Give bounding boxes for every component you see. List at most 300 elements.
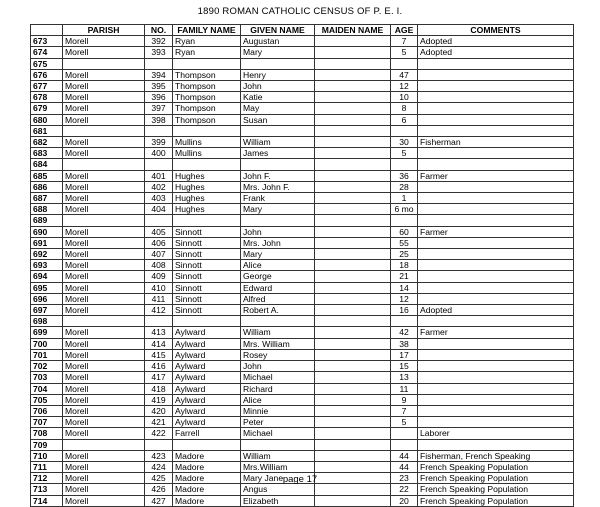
cell-row-number: 703 [31, 372, 63, 383]
cell-no: 400 [145, 148, 173, 159]
cell-maiden-name [315, 170, 391, 181]
cell-maiden-name [315, 193, 391, 204]
cell-parish: Morell [63, 417, 145, 428]
cell-no: 412 [145, 305, 173, 316]
table-row [31, 394, 574, 405]
cell-parish: Morell [63, 114, 145, 125]
cell-row-number: 675 [31, 58, 63, 69]
cell-no: 393 [145, 47, 173, 58]
cell-parish: Morell [63, 137, 145, 148]
cell-row-number: 679 [31, 103, 63, 114]
cell-parish: Morell [63, 484, 145, 495]
cell-maiden-name [315, 394, 391, 405]
cell-given-name: Augustan [241, 36, 315, 47]
cell-comments [418, 204, 574, 215]
cell-comments: French Speaking Population [418, 495, 574, 506]
page-title: 1890 ROMAN CATHOLIC CENSUS OF P. E. I. [197, 6, 403, 17]
cell-age: 55 [391, 237, 418, 248]
table-row [31, 349, 574, 360]
table-row [31, 338, 574, 349]
table-row [31, 159, 574, 170]
cell-row-number: 686 [31, 181, 63, 192]
cell-comments [418, 260, 574, 271]
cell-no: 406 [145, 237, 173, 248]
cell-age: 47 [391, 69, 418, 80]
cell-parish [63, 58, 145, 69]
column-header-comments: COMMENTS [418, 25, 574, 36]
cell-no: 421 [145, 417, 173, 428]
cell-age: 6 [391, 114, 418, 125]
cell-row-number: 711 [31, 461, 63, 472]
table-row [31, 215, 574, 226]
cell-given-name: Mary [241, 204, 315, 215]
cell-maiden-name [315, 114, 391, 125]
cell-given-name: Elizabeth [241, 495, 315, 506]
cell-comments [418, 361, 574, 372]
cell-row-number: 688 [31, 204, 63, 215]
cell-no: 420 [145, 405, 173, 416]
table-row [31, 193, 574, 204]
cell-family-name: Aylward [173, 349, 241, 360]
cell-comments [418, 58, 574, 69]
cell-maiden-name [315, 439, 391, 450]
cell-parish [63, 159, 145, 170]
cell-given-name: Mrs.William [241, 461, 315, 472]
cell-comments: French Speaking Population [418, 484, 574, 495]
cell-age: 30 [391, 137, 418, 148]
cell-maiden-name [315, 36, 391, 47]
cell-row-number: 680 [31, 114, 63, 125]
cell-age: 12 [391, 81, 418, 92]
cell-parish: Morell [63, 36, 145, 47]
cell-given-name: George [241, 271, 315, 282]
cell-family-name: Sinnott [173, 260, 241, 271]
cell-row-number: 684 [31, 159, 63, 170]
cell-given-name: Mrs. John F. [241, 181, 315, 192]
cell-maiden-name [315, 159, 391, 170]
cell-no: 417 [145, 372, 173, 383]
cell-maiden-name [315, 484, 391, 495]
cell-row-number: 712 [31, 473, 63, 484]
cell-comments [418, 372, 574, 383]
cell-parish: Morell [63, 226, 145, 237]
cell-row-number: 676 [31, 69, 63, 80]
cell-family-name: Sinnott [173, 305, 241, 316]
table-row [31, 372, 574, 383]
cell-age: 44 [391, 450, 418, 461]
cell-comments [418, 282, 574, 293]
cell-no: 401 [145, 170, 173, 181]
cell-age: 7 [391, 405, 418, 416]
cell-no: 422 [145, 428, 173, 439]
cell-comments [418, 69, 574, 80]
cell-maiden-name [315, 282, 391, 293]
cell-row-number: 692 [31, 249, 63, 260]
cell-family-name: Farrell [173, 428, 241, 439]
cell-age: 60 [391, 226, 418, 237]
table-row [31, 69, 574, 80]
cell-comments: Fisherman [418, 137, 574, 148]
table-row [31, 361, 574, 372]
cell-given-name [241, 316, 315, 327]
table-row [31, 237, 574, 248]
cell-row-number: 698 [31, 316, 63, 327]
cell-given-name: Mary Jane [241, 473, 315, 484]
table-row [31, 305, 574, 316]
cell-family-name: Hughes [173, 181, 241, 192]
cell-age: 38 [391, 338, 418, 349]
cell-age [391, 439, 418, 450]
cell-given-name: Susan [241, 114, 315, 125]
cell-given-name: Edward [241, 282, 315, 293]
cell-family-name: Sinnott [173, 249, 241, 260]
cell-given-name: Frank [241, 193, 315, 204]
cell-given-name: Robert A. [241, 305, 315, 316]
table-row [31, 103, 574, 114]
cell-parish: Morell [63, 170, 145, 181]
cell-family-name [173, 316, 241, 327]
cell-age: 36 [391, 170, 418, 181]
column-header-parish: PARISH [63, 25, 145, 36]
cell-comments [418, 237, 574, 248]
cell-no: 404 [145, 204, 173, 215]
cell-comments [418, 293, 574, 304]
cell-comments [418, 92, 574, 103]
cell-given-name: William [241, 137, 315, 148]
cell-maiden-name [315, 81, 391, 92]
cell-family-name: Aylward [173, 417, 241, 428]
cell-maiden-name [315, 103, 391, 114]
cell-family-name: Hughes [173, 170, 241, 181]
table-row [31, 114, 574, 125]
cell-age: 1 [391, 193, 418, 204]
cell-no: 397 [145, 103, 173, 114]
cell-maiden-name [315, 461, 391, 472]
cell-no: 423 [145, 450, 173, 461]
cell-row-number: 705 [31, 394, 63, 405]
cell-comments [418, 349, 574, 360]
cell-given-name: James [241, 148, 315, 159]
cell-maiden-name [315, 327, 391, 338]
table-row [31, 137, 574, 148]
cell-given-name: Mary [241, 47, 315, 58]
cell-parish: Morell [63, 69, 145, 80]
cell-family-name: Aylward [173, 327, 241, 338]
cell-given-name: Minnie [241, 405, 315, 416]
cell-comments [418, 215, 574, 226]
cell-age [391, 316, 418, 327]
cell-no [145, 159, 173, 170]
cell-age: 6 mo [391, 204, 418, 215]
cell-maiden-name [315, 69, 391, 80]
cell-age [391, 58, 418, 69]
cell-given-name: Mary [241, 249, 315, 260]
cell-parish: Morell [63, 327, 145, 338]
cell-parish: Morell [63, 282, 145, 293]
cell-maiden-name [315, 305, 391, 316]
cell-maiden-name [315, 249, 391, 260]
cell-no [145, 215, 173, 226]
cell-comments: Adopted [418, 36, 574, 47]
cell-given-name: William [241, 327, 315, 338]
cell-comments [418, 193, 574, 204]
cell-parish: Morell [63, 249, 145, 260]
cell-maiden-name [315, 495, 391, 506]
cell-parish [63, 125, 145, 136]
cell-maiden-name [315, 316, 391, 327]
table-row [31, 327, 574, 338]
cell-maiden-name [315, 58, 391, 69]
cell-parish: Morell [63, 204, 145, 215]
cell-family-name: Aylward [173, 405, 241, 416]
cell-row-number: 673 [31, 36, 63, 47]
cell-age: 18 [391, 260, 418, 271]
column-header-age: AGE [391, 25, 418, 36]
cell-age [391, 215, 418, 226]
cell-no: 396 [145, 92, 173, 103]
cell-parish: Morell [63, 495, 145, 506]
table-row [31, 170, 574, 181]
cell-maiden-name [315, 450, 391, 461]
cell-comments [418, 417, 574, 428]
cell-comments [418, 271, 574, 282]
cell-parish: Morell [63, 47, 145, 58]
cell-comments [418, 338, 574, 349]
table-row [31, 271, 574, 282]
cell-row-number: 682 [31, 137, 63, 148]
cell-family-name: Ryan [173, 47, 241, 58]
cell-row-number: 689 [31, 215, 63, 226]
cell-family-name: Aylward [173, 372, 241, 383]
cell-no: 402 [145, 181, 173, 192]
cell-no: 411 [145, 293, 173, 304]
cell-given-name: John F. [241, 170, 315, 181]
table-row [31, 47, 574, 58]
cell-no: 409 [145, 271, 173, 282]
cell-maiden-name [315, 293, 391, 304]
cell-given-name: John [241, 226, 315, 237]
cell-row-number: 704 [31, 383, 63, 394]
cell-no: 415 [145, 349, 173, 360]
cell-parish: Morell [63, 383, 145, 394]
cell-comments [418, 249, 574, 260]
cell-parish: Morell [63, 405, 145, 416]
cell-no [145, 316, 173, 327]
cell-given-name [241, 159, 315, 170]
cell-maiden-name [315, 204, 391, 215]
cell-family-name: Sinnott [173, 237, 241, 248]
page-number: page 17 [282, 474, 318, 485]
cell-row-number: 678 [31, 92, 63, 103]
cell-family-name: Hughes [173, 204, 241, 215]
table-row [31, 92, 574, 103]
cell-parish: Morell [63, 361, 145, 372]
cell-family-name: Madore [173, 495, 241, 506]
cell-no: 414 [145, 338, 173, 349]
cell-maiden-name [315, 226, 391, 237]
column-header-given-name: GIVEN NAME [241, 25, 315, 36]
cell-no: 416 [145, 361, 173, 372]
cell-parish: Morell [63, 271, 145, 282]
cell-maiden-name [315, 137, 391, 148]
cell-parish: Morell [63, 103, 145, 114]
cell-parish: Morell [63, 92, 145, 103]
cell-parish: Morell [63, 473, 145, 484]
cell-comments: Farmer [418, 170, 574, 181]
cell-given-name: Peter [241, 417, 315, 428]
cell-maiden-name [315, 125, 391, 136]
cell-given-name: William [241, 450, 315, 461]
cell-maiden-name [315, 148, 391, 159]
cell-no [145, 58, 173, 69]
cell-given-name: Mrs. William [241, 338, 315, 349]
cell-comments: French Speaking Population [418, 473, 574, 484]
table-row [31, 484, 574, 495]
cell-comments [418, 114, 574, 125]
cell-no: 394 [145, 69, 173, 80]
cell-parish [63, 215, 145, 226]
cell-parish: Morell [63, 349, 145, 360]
cell-age: 25 [391, 249, 418, 260]
column-header-no: NO. [145, 25, 173, 36]
cell-comments: Adopted [418, 47, 574, 58]
cell-given-name: John [241, 81, 315, 92]
table-row [31, 316, 574, 327]
cell-family-name [173, 58, 241, 69]
cell-family-name: Aylward [173, 394, 241, 405]
cell-parish: Morell [63, 372, 145, 383]
cell-given-name [241, 125, 315, 136]
cell-row-number: 706 [31, 405, 63, 416]
cell-parish [63, 316, 145, 327]
cell-age: 21 [391, 271, 418, 282]
cell-parish: Morell [63, 148, 145, 159]
cell-age: 5 [391, 148, 418, 159]
cell-comments [418, 405, 574, 416]
cell-family-name [173, 439, 241, 450]
cell-comments [418, 148, 574, 159]
cell-age: 10 [391, 92, 418, 103]
cell-age: 7 [391, 36, 418, 47]
cell-no: 398 [145, 114, 173, 125]
cell-row-number: 713 [31, 484, 63, 495]
cell-maiden-name [315, 92, 391, 103]
census-body [31, 36, 574, 507]
header-row [31, 25, 574, 36]
cell-family-name: Ryan [173, 36, 241, 47]
cell-maiden-name [315, 215, 391, 226]
cell-no: 418 [145, 383, 173, 394]
cell-comments: French Speaking Population [418, 461, 574, 472]
cell-given-name: Angus [241, 484, 315, 495]
cell-family-name: Thompson [173, 92, 241, 103]
cell-family-name: Aylward [173, 338, 241, 349]
cell-given-name: Henry [241, 69, 315, 80]
cell-row-number: 695 [31, 282, 63, 293]
cell-no: 403 [145, 193, 173, 204]
cell-comments [418, 383, 574, 394]
column-header-maiden-name: MAIDEN NAME [315, 25, 391, 36]
cell-no: 399 [145, 137, 173, 148]
cell-given-name [241, 58, 315, 69]
cell-row-number: 685 [31, 170, 63, 181]
cell-family-name: Madore [173, 484, 241, 495]
cell-no: 413 [145, 327, 173, 338]
cell-family-name: Aylward [173, 383, 241, 394]
cell-parish: Morell [63, 450, 145, 461]
table-row [31, 125, 574, 136]
cell-row-number: 691 [31, 237, 63, 248]
cell-row-number: 714 [31, 495, 63, 506]
cell-row-number: 707 [31, 417, 63, 428]
cell-maiden-name [315, 181, 391, 192]
cell-row-number: 701 [31, 349, 63, 360]
cell-age: 16 [391, 305, 418, 316]
cell-given-name: Michael [241, 428, 315, 439]
cell-row-number: 702 [31, 361, 63, 372]
cell-family-name: Sinnott [173, 271, 241, 282]
cell-comments [418, 81, 574, 92]
cell-comments: Adopted [418, 305, 574, 316]
table-row [31, 383, 574, 394]
cell-family-name: Madore [173, 461, 241, 472]
table-row [31, 495, 574, 506]
cell-age [391, 125, 418, 136]
cell-family-name: Sinnott [173, 293, 241, 304]
cell-age: 5 [391, 47, 418, 58]
cell-comments: Fisherman, French Speaking [418, 450, 574, 461]
cell-family-name: Thompson [173, 103, 241, 114]
cell-row-number: 677 [31, 81, 63, 92]
cell-family-name: Thompson [173, 114, 241, 125]
cell-row-number: 681 [31, 125, 63, 136]
cell-comments: Farmer [418, 226, 574, 237]
cell-no: 395 [145, 81, 173, 92]
cell-given-name: Alice [241, 260, 315, 271]
table-row [31, 428, 574, 439]
cell-maiden-name [315, 47, 391, 58]
cell-row-number: 694 [31, 271, 63, 282]
cell-parish: Morell [63, 237, 145, 248]
cell-given-name: Richard [241, 383, 315, 394]
table-row [31, 226, 574, 237]
cell-no [145, 125, 173, 136]
table-row [31, 450, 574, 461]
cell-comments [418, 439, 574, 450]
table-row [31, 405, 574, 416]
cell-no: 405 [145, 226, 173, 237]
cell-age: 44 [391, 461, 418, 472]
table-row [31, 204, 574, 215]
cell-comments [418, 159, 574, 170]
cell-given-name: Rosey [241, 349, 315, 360]
cell-no: 419 [145, 394, 173, 405]
cell-parish: Morell [63, 81, 145, 92]
cell-row-number: 687 [31, 193, 63, 204]
cell-given-name [241, 215, 315, 226]
cell-family-name: Mullins [173, 148, 241, 159]
cell-age: 5 [391, 417, 418, 428]
cell-age: 23 [391, 473, 418, 484]
cell-age: 17 [391, 349, 418, 360]
cell-maiden-name [315, 349, 391, 360]
table-row [31, 282, 574, 293]
cell-row-number: 700 [31, 338, 63, 349]
cell-age [391, 159, 418, 170]
column-header-row-number [31, 25, 63, 36]
cell-no: 407 [145, 249, 173, 260]
cell-age: 8 [391, 103, 418, 114]
